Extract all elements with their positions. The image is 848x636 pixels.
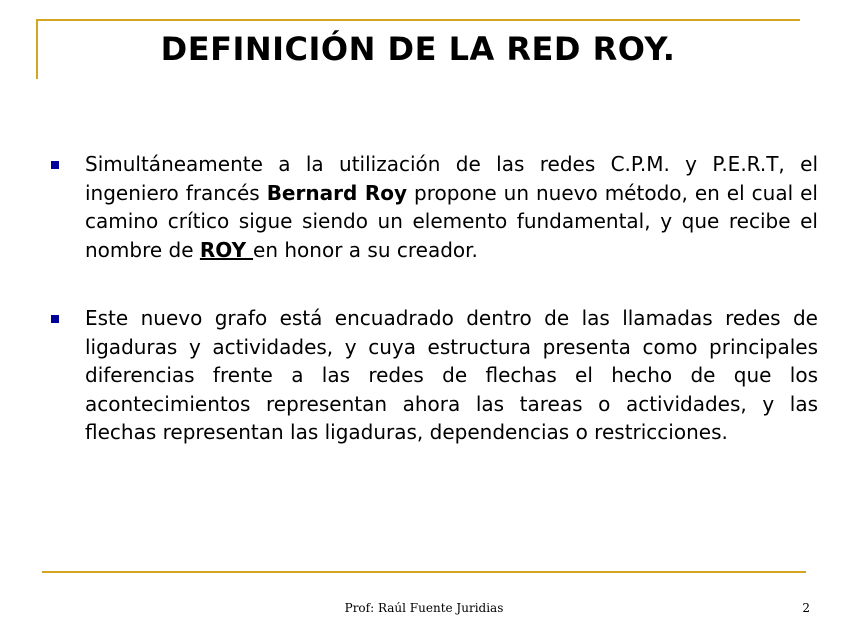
title-top-rule	[36, 19, 800, 21]
bullet-text-middle: propone un nuevo método, en el cual el camino crítico sigue siendo un elemento fundamental, y que recibe el nombre de	[85, 180, 818, 262]
bullet-item-roy-definition	[50, 150, 818, 264]
footer-rule	[42, 571, 806, 573]
slide-title: DEFINICIÓN DE LA RED ROY.	[160, 30, 676, 68]
inventor-name: Bernard Roy	[266, 180, 408, 205]
bullet-text-end: en honor a su creador.	[253, 237, 478, 262]
page-number: 2	[802, 601, 810, 615]
bullet-text: Este nuevo grafo está encuadrado dentro de las llamadas redes de ligaduras y actividades, y cuya estructura presenta como principales diferencias frente a las redes de flechas el hecho de que los acontecimientos representan ahora las tareas o actividades, y las flechas representan las ligaduras, dependencias o restricciones.	[85, 306, 818, 444]
bullet-list	[50, 150, 818, 487]
bullet-item-graph-description	[50, 304, 818, 447]
bullet-text-start: Simultáneamente a la utilización de las redes C.P.M. y P.E.R.T, el ingeniero francés	[85, 152, 818, 205]
roy-term: ROY	[199, 237, 254, 262]
square-bullet-icon	[51, 161, 59, 169]
square-bullet-icon	[51, 315, 59, 323]
footer-author: Prof: Raúl Fuente Juridias	[344, 601, 504, 615]
